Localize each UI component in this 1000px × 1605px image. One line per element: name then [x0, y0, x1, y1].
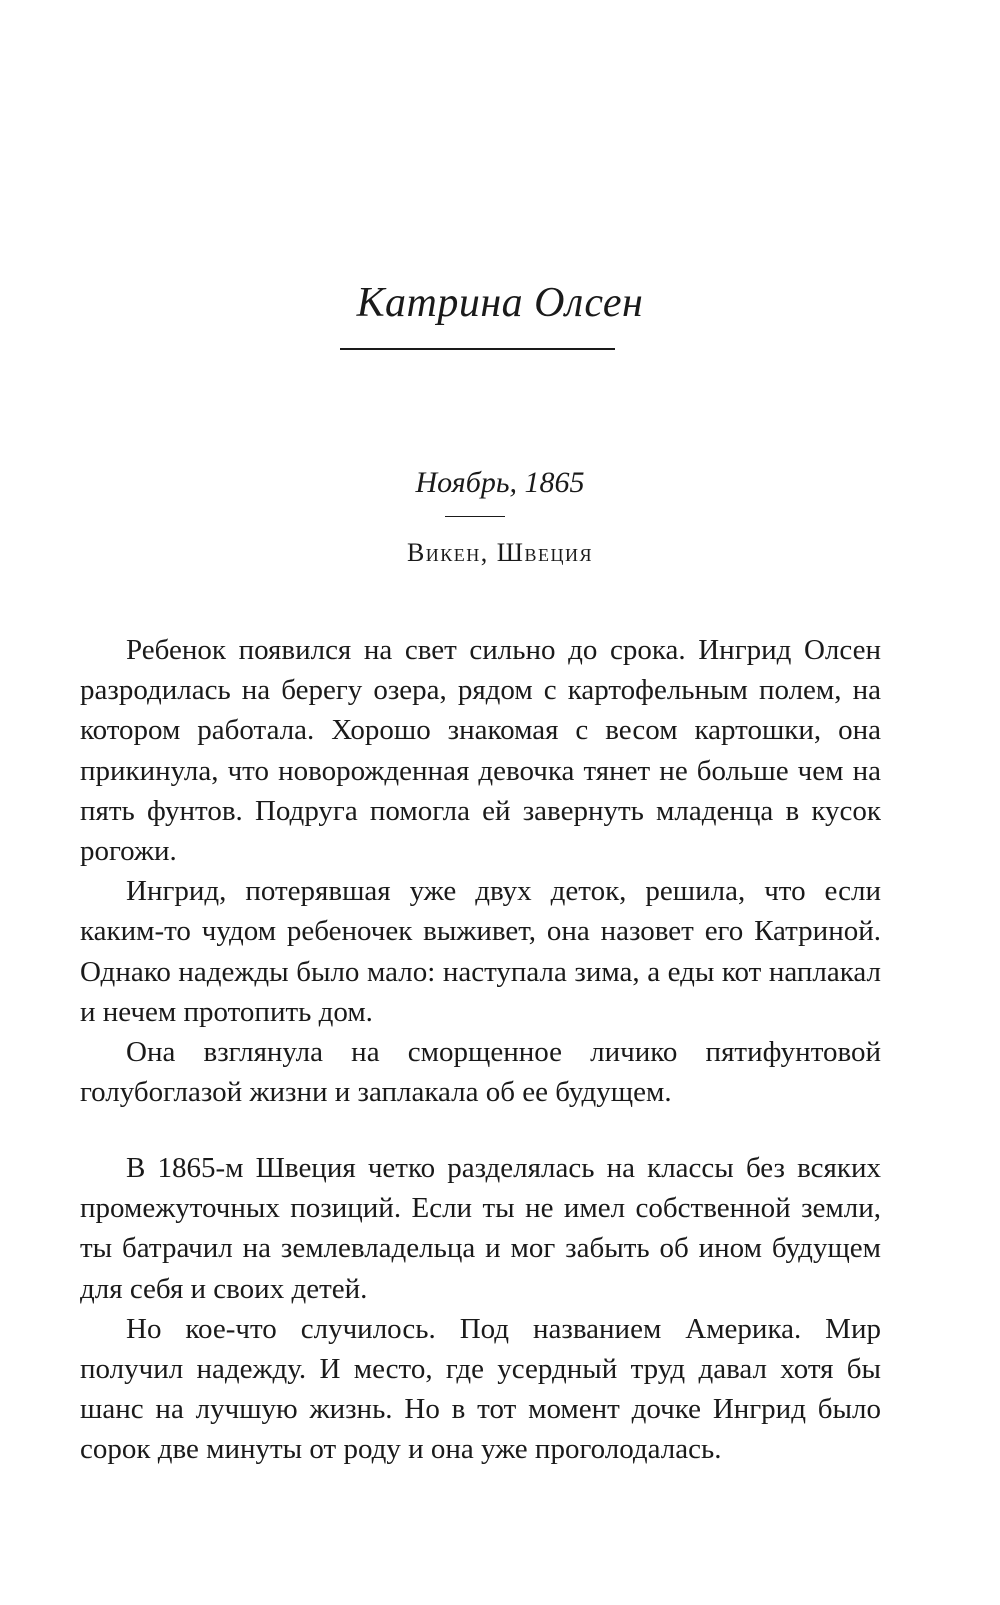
text-section-1: [80, 630, 881, 1112]
date-rule: [445, 516, 505, 517]
paragraph: В 1865-м Швеция четко разделялась на классы без всяких промежуточных позиций. Если ты не имел собственной земли, ты батрачил на землевладельца и мог забыть об ином будущем для себя и своих детей.: [80, 1152, 881, 1305]
chapter-place: Викен, Швеция: [406, 538, 594, 567]
paragraph: Но кое-что случилось. Под названием Америка. Мир получил надежду. И место, где усердный труд давал хотя бы шанс на лучшую жизнь. Но в тот момент дочке Ингрид было сорок две минуты от роду и она уже проголодалась.: [80, 1312, 881, 1466]
chapter-date: Ноябрь, 1865: [415, 466, 585, 499]
text-section-2: [80, 1148, 881, 1470]
chapter-title: Катрина Олсен: [356, 280, 644, 326]
paragraph: Ингрид, потерявшая уже двух деток, решила, что если каким-то чудом ребеночек выживет, она назовет его Катриной. Однако надежды было мало: наступала зима, а еды кот наплакал и нечем протопить дом.: [80, 875, 881, 1028]
paragraph: Ребенок появился на свет сильно до срока. Ингрид Олсен разродилась на берегу озера, рядом с картофельным полем, на котором работала. Хорошо знакомая с весом картошки, она прикинула, что новорожденная девочка тянет не больше чем на пять фунтов. Подруга помогла ей завернуть младенца в кусок рогожи.: [80, 634, 881, 868]
title-rule: [340, 348, 615, 350]
paragraph: Она взглянула на сморщенное личико пятифунтовой голубоглазой жизни и заплакала об ее будущем.: [80, 1036, 881, 1109]
